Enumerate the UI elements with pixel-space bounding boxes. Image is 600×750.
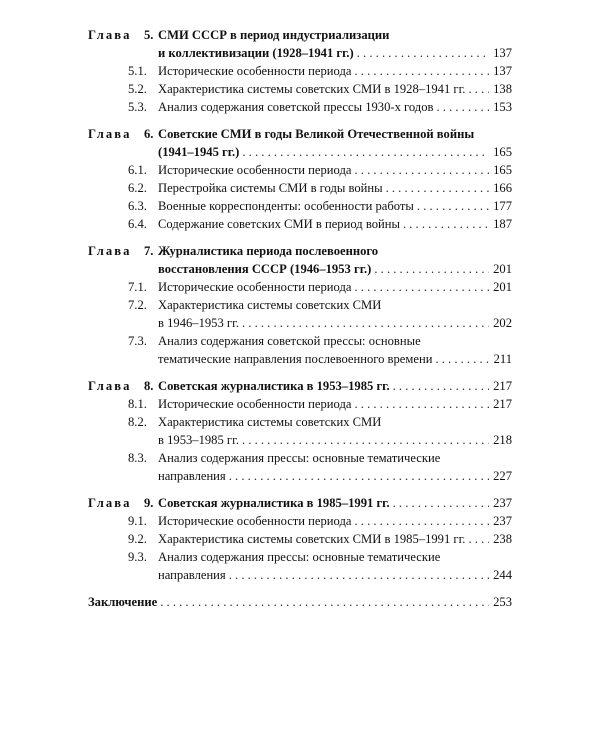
- section-line: [88, 413, 512, 431]
- section-number: 7.1.: [128, 280, 147, 294]
- section-line: [88, 467, 512, 485]
- page-number: 138: [493, 82, 512, 96]
- chapter-heading-line: [88, 26, 512, 44]
- toc-chapter: [88, 125, 512, 233]
- page-number: 211: [493, 352, 512, 366]
- page-number: 227: [493, 469, 512, 483]
- page-number: 201: [493, 262, 512, 276]
- dot-leader: [354, 161, 489, 179]
- toc-chapter: [88, 26, 512, 116]
- section-line: [88, 296, 512, 314]
- section-line: [88, 530, 512, 548]
- section-line: [88, 449, 512, 467]
- chapter-number: 9.: [144, 496, 154, 510]
- dot-leader: [435, 350, 489, 368]
- section-line: [88, 197, 512, 215]
- chapter-number: 8.: [144, 379, 154, 393]
- page-number: 244: [493, 568, 512, 582]
- section-line: [88, 395, 512, 413]
- dot-leader: [229, 467, 489, 485]
- section-line: [88, 566, 512, 584]
- chapter-number: 7.: [144, 244, 154, 258]
- section-number: 7.2.: [128, 298, 147, 312]
- section-line: [88, 278, 512, 296]
- dot-leader: [393, 494, 489, 512]
- dot-leader: [354, 395, 489, 413]
- section-line: [88, 332, 512, 350]
- toc-chapter: [88, 494, 512, 584]
- chapter-heading-line: [88, 242, 512, 260]
- chapter-number: 6.: [144, 127, 154, 141]
- section-title: Анализ содержания советской прессы 1930-х годов: [158, 100, 434, 114]
- page-number: 187: [493, 217, 512, 231]
- section-line: [88, 62, 512, 80]
- section-title: направления: [158, 568, 226, 582]
- table-of-contents: [88, 26, 512, 611]
- chapter-label: Глава: [88, 244, 132, 258]
- page-number: 153: [493, 100, 512, 114]
- section-line: [88, 512, 512, 530]
- dot-leader: [386, 179, 489, 197]
- chapter-title: Советская журналистика в 1985–1991 гг.: [158, 496, 390, 510]
- dot-leader: [374, 260, 489, 278]
- chapter-title: Советская журналистика в 1953–1985 гг.: [158, 379, 390, 393]
- page-number: 237: [493, 496, 512, 510]
- section-title: Исторические особенности периода: [158, 64, 352, 78]
- section-title: Перестройка системы СМИ в годы войны: [158, 181, 383, 195]
- toc-conclusion: [88, 593, 512, 611]
- section-line: [88, 314, 512, 332]
- dot-leader: [436, 98, 489, 116]
- chapter-title: Журналистика периода послевоенного: [158, 244, 379, 258]
- dot-leader: [354, 278, 489, 296]
- section-title: Анализ содержания прессы: основные тематические: [158, 451, 441, 465]
- section-number: 6.3.: [128, 199, 147, 213]
- section-line: [88, 179, 512, 197]
- section-number: 5.2.: [128, 82, 147, 96]
- chapter-heading-line: [88, 377, 512, 395]
- section-line: [88, 161, 512, 179]
- section-line: [88, 215, 512, 233]
- chapter-title: СМИ СССР в период индустриализации: [158, 28, 390, 42]
- section-title: Характеристика системы советских СМИ: [158, 415, 382, 429]
- dot-leader: [354, 62, 489, 80]
- chapter-heading-line: [88, 125, 512, 143]
- chapter-title: (1941–1945 гг.): [158, 145, 240, 159]
- section-title: тематические направления послевоенного времени: [158, 352, 433, 366]
- dot-leader: [357, 44, 489, 62]
- page-number: 202: [493, 316, 512, 330]
- section-title: Характеристика системы советских СМИ в 1985–1991 гг.: [158, 532, 466, 546]
- chapter-heading-line: [88, 44, 512, 62]
- section-line: [88, 80, 512, 98]
- section-title: Исторические особенности периода: [158, 280, 352, 294]
- chapter-title: и коллективизации (1928–1941 гг.): [158, 46, 354, 60]
- section-title: Характеристика системы советских СМИ в 1928–1941 гг.: [158, 82, 466, 96]
- section-title: в 1946–1953 гг.: [158, 316, 239, 330]
- dot-leader: [468, 80, 489, 98]
- section-title: в 1953–1985 гг.: [158, 433, 239, 447]
- chapter-heading-line: [88, 143, 512, 161]
- section-number: 5.3.: [128, 100, 147, 114]
- section-title: Анализ содержания прессы: основные тематические: [158, 550, 441, 564]
- section-number: 9.1.: [128, 514, 147, 528]
- section-number: 5.1.: [128, 64, 147, 78]
- page-number: 237: [493, 514, 512, 528]
- section-number: 7.3.: [128, 334, 147, 348]
- chapter-number: 5.: [144, 28, 154, 42]
- page-number: 137: [493, 46, 512, 60]
- chapter-label: Глава: [88, 28, 132, 42]
- section-title: Содержание советских СМИ в период войны: [158, 217, 400, 231]
- page-number: 166: [493, 181, 512, 195]
- section-number: 6.2.: [128, 181, 147, 195]
- chapter-label: Глава: [88, 127, 132, 141]
- dot-leader: [354, 512, 489, 530]
- section-line: [88, 98, 512, 116]
- section-line: [88, 431, 512, 449]
- section-title: Исторические особенности периода: [158, 397, 352, 411]
- chapter-heading-line: [88, 260, 512, 278]
- chapter-title: восстановления СССР (1946–1953 гг.): [158, 262, 372, 276]
- page-number: 165: [493, 145, 512, 159]
- dot-leader: [242, 314, 489, 332]
- section-title: Анализ содержания советской прессы: основные: [158, 334, 421, 348]
- dot-leader: [229, 566, 489, 584]
- dot-leader: [417, 197, 489, 215]
- page-number: 217: [493, 397, 512, 411]
- chapter-label: Глава: [88, 379, 132, 393]
- dot-leader: [242, 143, 489, 161]
- toc-chapter: [88, 377, 512, 485]
- section-title: Исторические особенности периода: [158, 163, 352, 177]
- page-number: 137: [493, 64, 512, 78]
- section-line: [88, 350, 512, 368]
- dot-leader: [242, 431, 489, 449]
- page-number: 165: [493, 163, 512, 177]
- dot-leader: [403, 215, 489, 233]
- page-number: 201: [493, 280, 512, 294]
- page-number: 238: [493, 532, 512, 546]
- dot-leader: [160, 593, 489, 611]
- section-number: 9.3.: [128, 550, 147, 564]
- section-number: 6.1.: [128, 163, 147, 177]
- page-number: 218: [493, 433, 512, 447]
- section-number: 8.1.: [128, 397, 147, 411]
- dot-leader: [393, 377, 489, 395]
- conclusion-label: Заключение: [88, 595, 158, 609]
- page-number: 217: [493, 379, 512, 393]
- section-title: Характеристика системы советских СМИ: [158, 298, 382, 312]
- page-number: 177: [493, 199, 512, 213]
- section-title: Исторические особенности периода: [158, 514, 352, 528]
- toc-chapter: [88, 242, 512, 368]
- section-number: 9.2.: [128, 532, 147, 546]
- chapter-label: Глава: [88, 496, 132, 510]
- section-title: направления: [158, 469, 226, 483]
- section-number: 8.3.: [128, 451, 147, 465]
- section-number: 6.4.: [128, 217, 147, 231]
- section-title: Военные корреспонденты: особенности работы: [158, 199, 414, 213]
- chapter-heading-line: [88, 494, 512, 512]
- dot-leader: [468, 530, 489, 548]
- chapter-title: Советские СМИ в годы Великой Отечественной войны: [158, 127, 475, 141]
- section-number: 8.2.: [128, 415, 147, 429]
- page-number: 253: [493, 595, 512, 609]
- section-line: [88, 548, 512, 566]
